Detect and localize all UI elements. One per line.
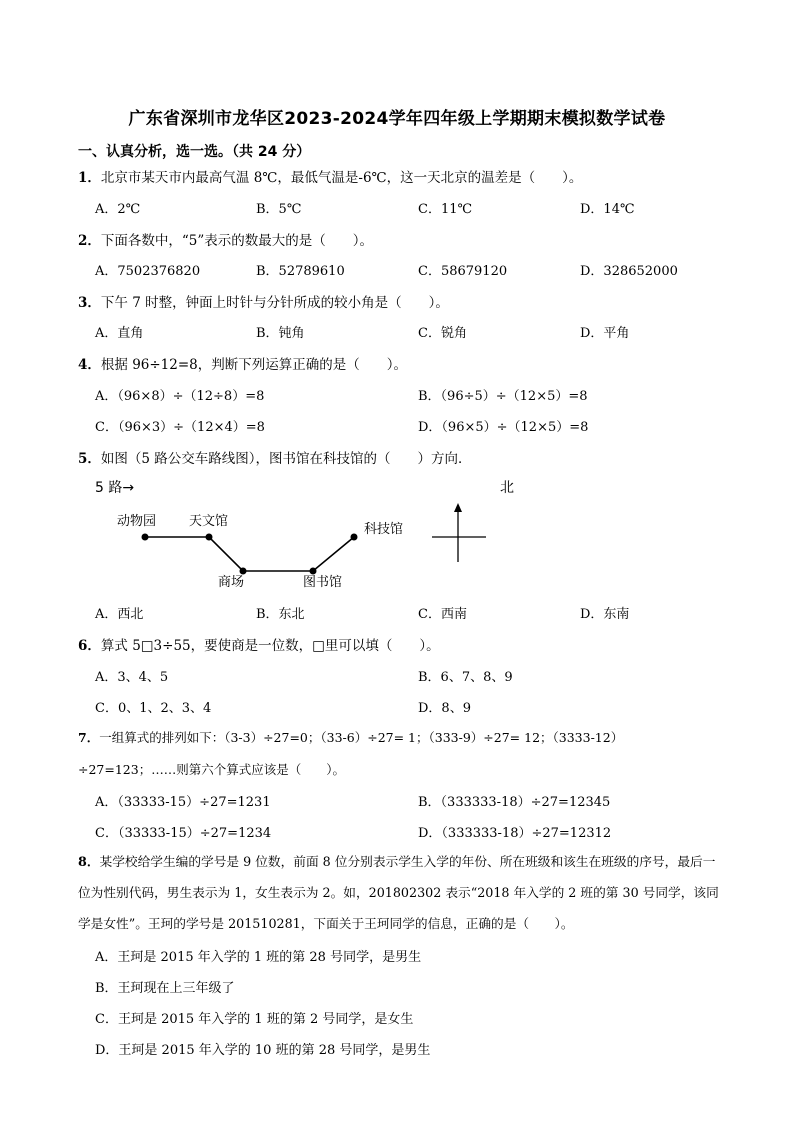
- q7-option-b: B．（333333-18）÷27=12345: [418, 795, 611, 810]
- q8-option-d: D．王珂是 2015 年入学的 10 班的第 28 号同学，是男生: [95, 1043, 431, 1058]
- question-4: 4．根据 96÷12=8，判断下列运算正确的是（ ）。: [78, 357, 408, 373]
- q4-option-a: A．（96×8）÷（12÷8）=8: [95, 389, 265, 404]
- question-2: 2．下面各数中，“5”表示的数最大的是（ ）。: [78, 233, 374, 249]
- q3-option-d: D．平角: [580, 326, 630, 341]
- q4-option-d: D．（96×5）÷（12×5）=8: [418, 420, 589, 435]
- stop-dot-library: [310, 568, 317, 575]
- question-6: 6．算式 5□3÷55，要使商是一位数，□里可以填（ ）。: [78, 638, 440, 654]
- question-7-cont: ÷27=123；……则第六个算式应该是（ ）。: [78, 762, 345, 777]
- north-label: 北: [500, 480, 514, 496]
- stop-dot-zoo: [142, 534, 149, 541]
- bus-route-diagram: [0, 470, 794, 595]
- question-7: 7．一组算式的排列如下：（3-3）÷27=0；（33-6）÷27= 1；（333-9）÷27= 12；（3333-12）: [78, 730, 624, 745]
- q1-option-b: B．5℃: [256, 202, 302, 217]
- question-5: 5．如图（5 路公交车路线图），图书馆在科技馆的（ ）方向．: [78, 451, 472, 467]
- q2-option-c: C．58679120: [418, 264, 508, 279]
- q6-option-d: D．8、9: [418, 701, 471, 716]
- q7-option-d: D．（333333-18）÷27=12312: [418, 826, 612, 841]
- q6-option-c: C．0、1、2、3、4: [95, 701, 212, 716]
- stop-label-zoo: 动物园: [117, 514, 157, 529]
- q3-option-b: B．钝角: [256, 326, 305, 341]
- q8-option-a: A．王珂是 2015 年入学的 1 班的第 28 号同学，是男生: [95, 950, 422, 965]
- q1-option-c: C．11℃: [418, 202, 473, 217]
- q1-option-d: D．14℃: [580, 202, 635, 217]
- stop-dot-science-museum: [351, 534, 358, 541]
- stop-dot-mall: [240, 568, 247, 575]
- stop-dot-planetarium: [206, 534, 213, 541]
- route-line: [145, 537, 354, 571]
- q1-option-a: A．2℃: [95, 202, 141, 217]
- question-1: 1．北京市某天市内最高气温 8℃，最低气温是-6℃，这一天北京的温差是（ ）。: [78, 170, 583, 186]
- question-8: 8．某学校给学生编的学号是 9 位数，前面 8 位分别表示学生入学的年份、所在班级和该生在班级的序号，最后一位为性别代码，男生表示为 1，女生表示为 2。如，201802302 表示“2018 年入学的 2 班的第 30 号同学，该同学是女性”。王珂的学号是 201510281，下面关于王珂同学的信息，正确的是（ ）。: [78, 854, 719, 931]
- route-label: 5 路→: [95, 480, 135, 496]
- q2-option-b: B．52789610: [256, 264, 345, 279]
- stop-label-planetarium: 天文馆: [189, 514, 229, 529]
- q7-option-c: C．（33333-15）÷27=1234: [95, 826, 272, 841]
- q6-option-a: A．3、4、5: [95, 670, 169, 685]
- q7-option-a: A．（33333-15）÷27=1231: [95, 795, 271, 810]
- question-3: 3．下午 7 时整，钟面上时针与分针所成的较小角是（ ）。: [78, 295, 449, 311]
- section-heading: 一、认真分析，选一选。（共 24 分）: [78, 144, 311, 160]
- stop-label-science-museum: 科技馆: [364, 522, 404, 537]
- north-arrow-icon: [454, 503, 462, 512]
- q2-option-d: D．328652000: [580, 264, 678, 279]
- q5-option-c: C．西南: [418, 607, 467, 622]
- q6-option-b: B．6、7、8、9: [418, 670, 513, 685]
- q4-option-b: B．（96÷5）÷（12×5）=8: [418, 389, 588, 404]
- stop-label-mall: 商场: [218, 575, 245, 590]
- q8-option-c: C．王珂是 2015 年入学的 1 班的第 2 号同学，是女生: [95, 1012, 414, 1027]
- q5-option-a: A．西北: [95, 607, 144, 622]
- q5-option-b: B．东北: [256, 607, 305, 622]
- q3-option-c: C．锐角: [418, 326, 467, 341]
- stop-label-library: 图书馆: [303, 575, 343, 590]
- q4-option-c: C．（96×3）÷（12×4）=8: [95, 420, 265, 435]
- q8-option-b: B．王珂现在上三年级了: [95, 981, 235, 996]
- q3-option-a: A．直角: [95, 326, 144, 341]
- page-title: 广东省深圳市龙华区2023-2024学年四年级上学期期末模拟数学试卷: [128, 109, 666, 129]
- q2-option-a: A．7502376820: [95, 264, 201, 279]
- q5-option-d: D．东南: [580, 607, 630, 622]
